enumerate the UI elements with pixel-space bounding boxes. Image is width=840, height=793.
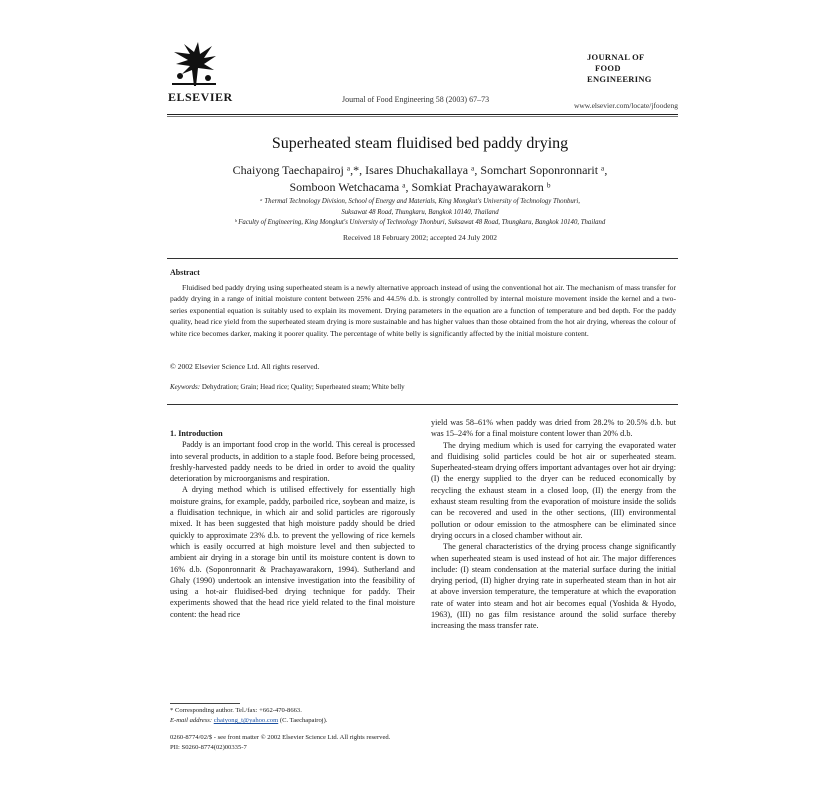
paragraph: The general characteristics of the drying process change significantly when superheated steam is used instead of hot air. The major differences include: (I) steam condensation at the material surface during the initial drying period, (II) higher drying rate in superheated steam than in hot air at above inversion temperature, the temperature at which the evaporation rate of water into steam and hot air becomes equal (Yoshida & Hyodo, 1963), (III) no gas film resistance around the solid surface thereby increasing the mass transfer rate. — [431, 542, 676, 631]
email-line — [170, 716, 420, 726]
affiliations — [172, 197, 668, 229]
corresponding-author: * Corresponding author. Tel./fax: +662-470-8663. — [170, 707, 302, 714]
received-dates: Received 18 February 2002; accepted 24 July 2002 — [343, 233, 497, 242]
footnote — [170, 706, 420, 726]
header-divider — [167, 114, 678, 115]
footnote-divider — [170, 703, 240, 704]
journal-name-line: ENGINEERING — [587, 74, 652, 84]
paragraph: A drying method which is utilised effectively for essentially high moisture grains, for example, paddy, parboiled rice, soybean and maize, is a fluidisation technique, in which air and solid particles are rigorously mixed. It has been suggested that high moisture paddy should be dried quickly to approximate 23% d.b. to prevent the yellowing of rice kernels which is easily occurred at high moisture level and then subjected to ambient air drying in a storage bin until its moisture content is down to 16% d.b. (Soponronnarit & Prachayawarakorn, 1994). Sutherland and Ghaly (1990) undertook an intensive investigation into the feasibility of using a hot-air fluidised-bed drying technique for paddy. Their experiments showed that the head rice yield related to the final moisture content: the head rice — [170, 485, 415, 619]
abstract-top-divider — [167, 258, 678, 259]
pii-line: PII: S0260-8774(02)00335-7 — [170, 744, 247, 751]
abstract-copyright: © 2002 Elsevier Science Ltd. All rights reserved. — [170, 362, 320, 371]
paragraph: yield was 58–61% when paddy was dried from 28.2% to 20.5% d.b. but was 15–24% for a final moisture content lower than 20% d.b. — [431, 418, 676, 439]
keywords — [170, 383, 405, 391]
header-divider-thin — [167, 116, 678, 117]
elsevier-logo — [168, 40, 233, 105]
journal-url-link[interactable]: www.elsevier.com/locate/jfoodeng — [573, 101, 678, 110]
journal-name-line: FOOD — [595, 63, 621, 73]
elsevier-tree-icon — [168, 40, 220, 88]
keywords-label: Keywords: — [170, 383, 201, 391]
paragraph: The drying medium which is used for carrying the evaporated water and fluidising solid particles could be hot air or superheated steam. Superheated-steam drying offers important advantages over hot air drying: (I) the energy supplied to the dryer can be reduced economically by recycling the exhaust steam in a closed loop, (II) the energy from the exhaust steam resulting from the evaporation of moisture inside the solids can be recovered and used in the other sections, (III) environmental pollution or odour emission to the atmosphere can be eliminated since drying occurs in a closed chamber without air. — [431, 440, 676, 540]
abstract-heading: Abstract — [170, 268, 200, 277]
right-margin — [678, 0, 840, 793]
publisher-name: ELSEVIER — [168, 90, 233, 104]
email-owner: (C. Taechapairoj). — [279, 717, 328, 724]
journal-name-box — [587, 52, 677, 85]
left-margin — [0, 0, 162, 793]
abstract-bottom-divider — [167, 404, 678, 405]
affiliation-a-address: Suksawat 48 Road, Thungkaru, Bangkok 10140, Thailand — [341, 208, 499, 216]
affiliation-a: ᵃ Thermal Technology Division, School of Energy and Materials, King Mongkut's University of Technology Thonburi, — [259, 198, 580, 205]
publication-info — [170, 733, 390, 753]
abstract-text: Fluidised bed paddy drying using superheated steam is a newly alternative approach instead of using the conventional hot air. The mechanism of mass transfer for paddy drying in a range of initial moisture content between 25% and 44.5% d.b. is strongly controlled by internal moisture movement inside the kernel and a two-series exponential equation is suitably used to explain its movement. Drying parameters in the equation are a function of temperature and bed depth. For the paddy quality, head rice yield from the superheated steam drying is more sustainable and has higher values than those obtained from the hot air drying, whereas the colour of white rice becomes darker, making it poorer quality. The percentage of white belly is significantly affected by the initial moisture content. — [170, 283, 676, 338]
paragraph: Paddy is an important food crop in the world. This cereal is processed into several products, in addition to a staple food. Before being processed, freshly-harvested paddy needs to be dried in order to avoid the quality deterioration by microorganisms and respiration. — [170, 440, 415, 484]
paper-page — [162, 0, 678, 793]
keywords-list: Dehydration; Grain; Head rice; Quality; Superheated steam; White belly — [201, 383, 405, 391]
issn-line: 0260-8774/02/$ - see front matter © 2002 Elsevier Science Ltd. All rights reserved. — [170, 734, 391, 741]
email-label: E-mail address: — [170, 717, 213, 724]
article-title: Superheated steam fluidised bed paddy drying — [271, 135, 569, 152]
journal-reference: Journal of Food Engineering 58 (2003) 67–73 — [342, 95, 490, 104]
journal-name-line: JOURNAL OF — [587, 52, 645, 62]
author-list — [162, 162, 678, 196]
author-line: Somboon Wetchacama ᵃ, Somkiat Prachayawarakorn ᵇ — [289, 180, 551, 194]
email-link[interactable]: chaiyong_t@yahoo.com — [213, 717, 279, 724]
left-column — [170, 428, 415, 620]
right-column — [431, 417, 676, 632]
affiliation-b: ᵇ Faculty of Engineering, King Mongkut's University of Technology Thonburi, Suksawat 48 Road, Thungkaru, Bangkok 10140, Thailand — [234, 219, 606, 226]
author-line: Chaiyong Taechapairoj ᵃ,*, Isares Dhuchakallaya ᵃ, Somchart Soponronnarit ᵃ, — [232, 163, 608, 177]
section-heading: 1. Introduction — [170, 429, 223, 438]
